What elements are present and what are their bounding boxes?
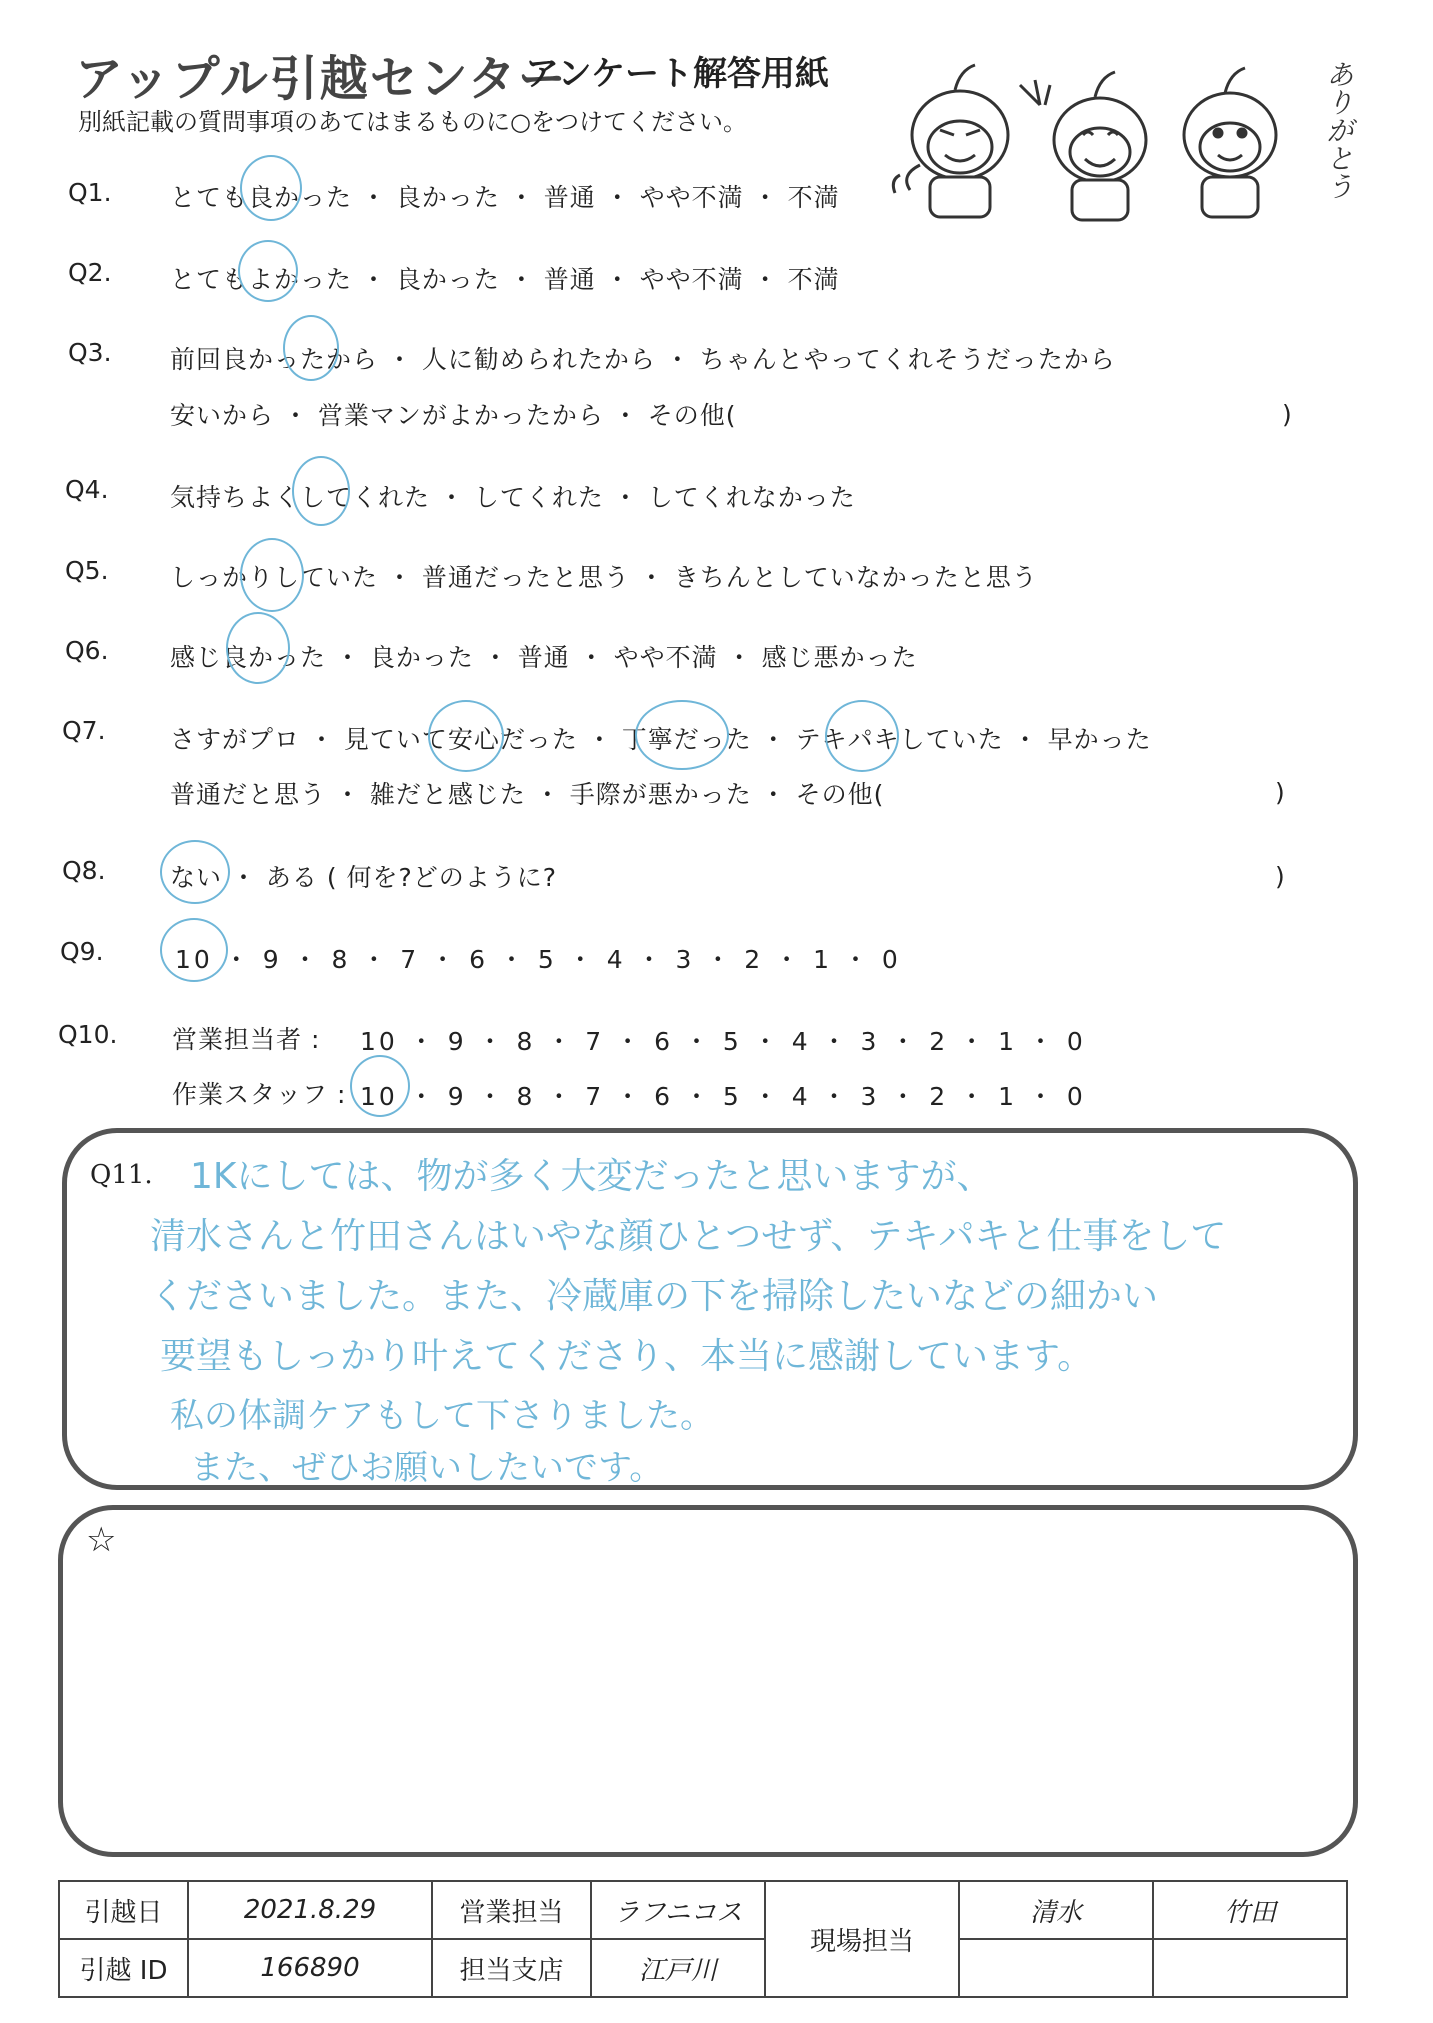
- star-icon: ☆: [86, 1520, 117, 1560]
- q5-options[interactable]: しっかりしていた ・ 普通だったと思う ・ きちんとしていなかったと思う: [170, 563, 1038, 592]
- q4-options[interactable]: 気持ちよくしてくれた ・ してくれた ・ してくれなかった: [170, 483, 856, 512]
- site-staff-empty-1: [959, 1939, 1153, 1997]
- q7-options-line1[interactable]: さすがプロ ・ 見ていて安心だった ・ 丁寧だった ・ テキパキしていた ・ 早かった: [170, 725, 1152, 754]
- q10-staff-answer-circle: [350, 1055, 410, 1117]
- monkey-mascot-right: [1184, 68, 1276, 217]
- q9-scale[interactable]: 10 ・ 9 ・ 8 ・ 7 ・ 6 ・ 5 ・ 4 ・ 3 ・ 2 ・ 1 ・ 0: [175, 945, 901, 974]
- q11-line-4: 要望もしっかり叶えてくださり、本当に感謝しています。: [160, 1336, 1094, 1377]
- q3-options-line1[interactable]: 前回良かったから ・ 人に勧められたから ・ ちゃんとやってくれそうだったから: [170, 345, 1116, 374]
- move-id-label: 引越 ID: [59, 1939, 188, 1997]
- move-id-value: 166890: [188, 1939, 432, 1997]
- q1-options[interactable]: とても良かった ・ 良かった ・ 普通 ・ やや不満 ・ 不満: [170, 183, 840, 212]
- q1-answer-circle: [240, 155, 302, 221]
- site-label: 現場担当: [765, 1881, 959, 1997]
- form-title: アップル引越センター: [75, 51, 568, 107]
- q11-label: Q11.: [90, 1160, 153, 1190]
- q6-options[interactable]: 感じ良かった ・ 良かった ・ 普通 ・ やや不満 ・ 感じ悪かった: [170, 643, 918, 672]
- q10-number: Q10.: [58, 1020, 118, 1049]
- branch-value: 江戸川: [591, 1939, 765, 1997]
- q11-line-2: 清水さんと竹田さんはいやな顔ひとつせず、テキパキと仕事をして: [150, 1216, 1227, 1257]
- footer-table: [58, 1880, 1348, 1998]
- q8-number: Q8.: [62, 856, 106, 885]
- q8-close-paren: ): [1275, 862, 1285, 891]
- monkey-mascot-middle: [1020, 72, 1146, 220]
- q11-line-3: くださいました。また、冷蔵庫の下を掃除したいなどの細かい: [150, 1276, 1159, 1317]
- q10-sales-label: 営業担当者 :: [172, 1025, 321, 1054]
- q5-number: Q5.: [65, 556, 109, 585]
- q1-number: Q1.: [68, 178, 112, 207]
- site-staff-2: 竹田: [1153, 1881, 1347, 1939]
- q10-sales-scale[interactable]: 10 ・ 9 ・ 8 ・ 7 ・ 6 ・ 5 ・ 4 ・ 3 ・ 2 ・ 1 ・ 0: [360, 1027, 1086, 1056]
- q11-line-1: 1Kにしては、物が多く大変だったと思いますが、: [190, 1156, 993, 1197]
- q7-answer-circle-3: [825, 700, 899, 772]
- star-comment-box: [58, 1505, 1358, 1857]
- q11-line-5: 私の体調ケアもして下さりました。: [170, 1396, 714, 1436]
- q2-answer-circle: [238, 240, 298, 302]
- form-subtitle: アンケート解答用紙: [525, 54, 829, 94]
- q2-number: Q2.: [68, 258, 112, 287]
- q6-number: Q6.: [65, 636, 109, 665]
- q3-number: Q3.: [68, 338, 112, 367]
- sales-label: 営業担当: [432, 1881, 591, 1939]
- monkey-mascot-left: [893, 65, 1008, 217]
- mascot-illustration: [880, 55, 1350, 225]
- branch-label: 担当支店: [432, 1939, 591, 1997]
- q7-number: Q7.: [62, 716, 106, 745]
- q4-answer-circle: [292, 456, 350, 526]
- move-date-label: 引越日: [59, 1881, 188, 1939]
- q7-answer-circle-2: [635, 700, 729, 770]
- move-date-value: 2021.8.29: [188, 1881, 432, 1939]
- q10-staff-label: 作業スタッフ :: [172, 1080, 347, 1109]
- q7-close-paren: ): [1275, 778, 1285, 807]
- q4-number: Q4.: [65, 475, 109, 504]
- q9-number: Q9.: [60, 937, 104, 966]
- q11-line-6: また、ぜひお願いしたいです。: [190, 1448, 664, 1488]
- site-staff-empty-2: [1153, 1939, 1347, 1997]
- q8-options[interactable]: ない ・ ある ( 何を?どのように?: [170, 863, 558, 892]
- instruction-text: 別紙記載の質問事項のあてはまるものに○をつけてください。: [78, 108, 747, 136]
- q9-answer-circle: [160, 918, 228, 982]
- q3-options-line2[interactable]: 安いから ・ 営業マンがよかったから ・ その他(: [170, 401, 737, 430]
- q5-answer-circle: [240, 538, 304, 612]
- q2-options[interactable]: とてもよかった ・ 良かった ・ 普通 ・ やや不満 ・ 不満: [170, 265, 840, 294]
- site-staff-1: 清水: [959, 1881, 1153, 1939]
- sales-value: ラフニコス: [591, 1881, 765, 1939]
- q3-close-paren: ): [1282, 400, 1292, 429]
- q3-answer-circle: [283, 315, 339, 381]
- q7-options-line2[interactable]: 普通だと思う ・ 雑だと感じた ・ 手際が悪かった ・ その他(: [170, 780, 885, 809]
- thanks-text: ありがとう: [1322, 60, 1355, 200]
- q7-answer-circle-1: [428, 700, 504, 772]
- q10-staff-scale[interactable]: 10 ・ 9 ・ 8 ・ 7 ・ 6 ・ 5 ・ 4 ・ 3 ・ 2 ・ 1 ・ 0: [360, 1082, 1086, 1111]
- q6-answer-circle: [226, 612, 290, 684]
- q8-answer-circle: [160, 840, 230, 904]
